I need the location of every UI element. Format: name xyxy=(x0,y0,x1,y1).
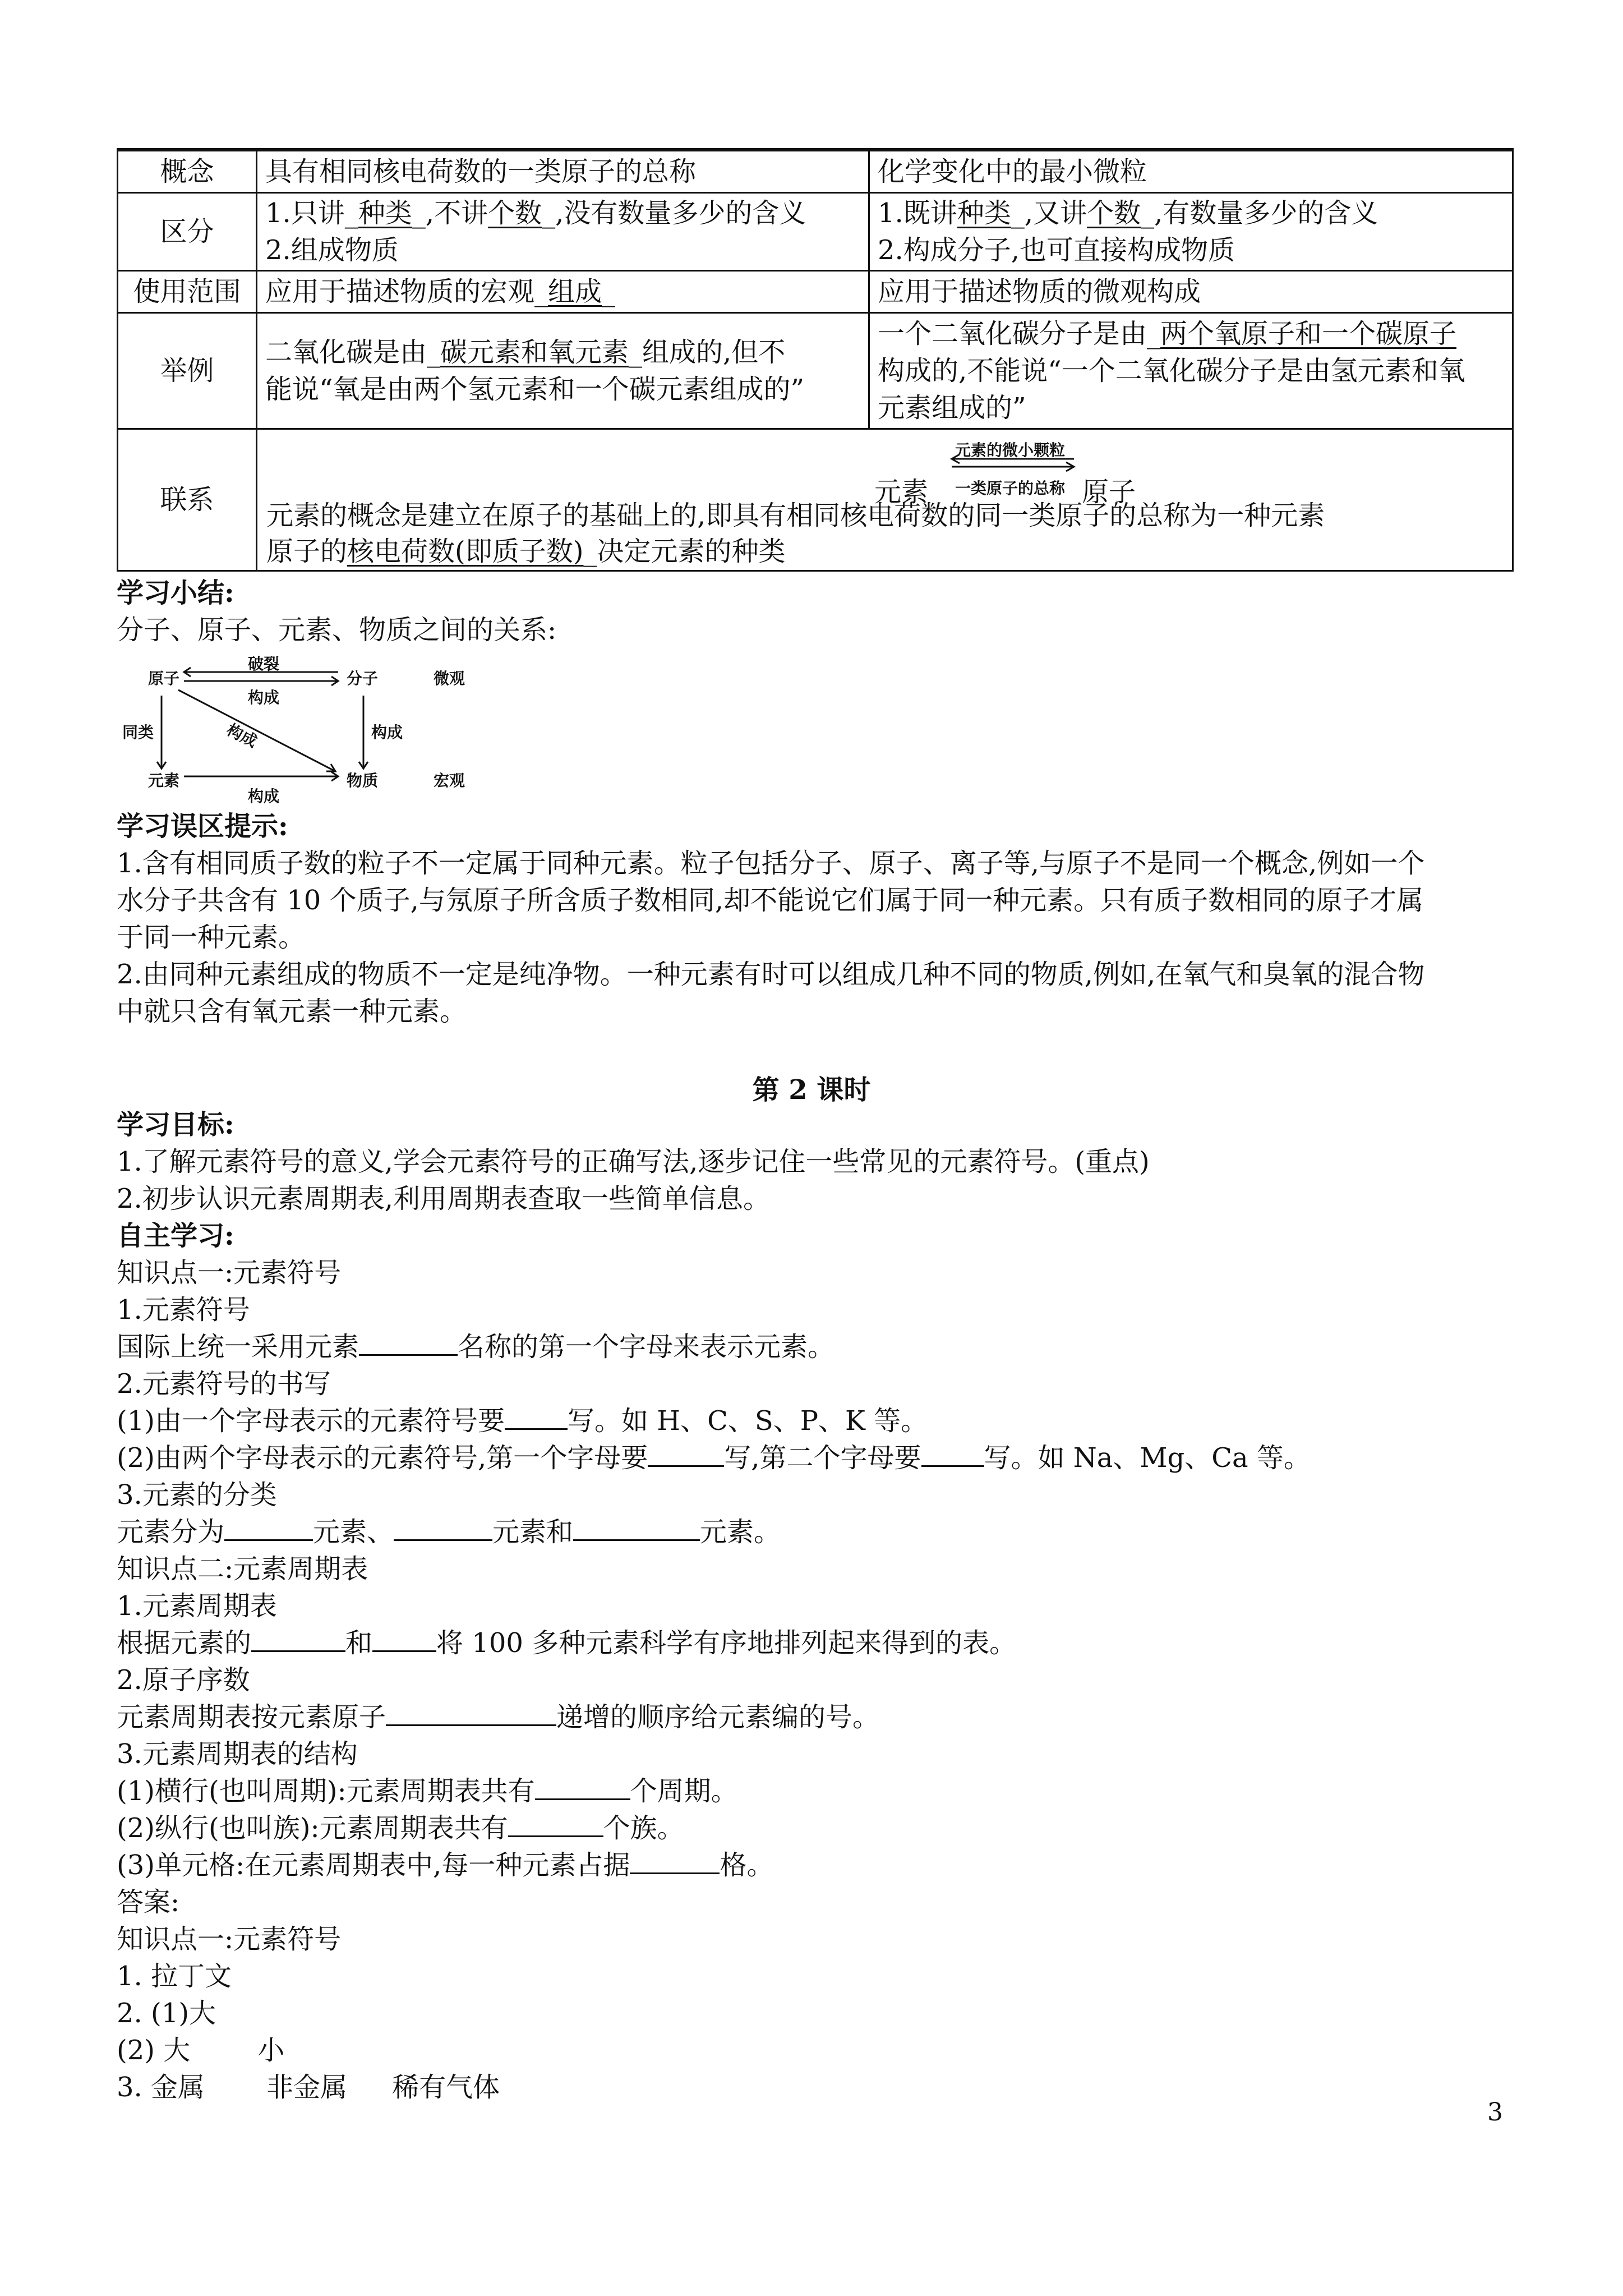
cell-atom-distinguish xyxy=(869,193,1513,271)
text: 名称的第一个字母来表示元素。 xyxy=(458,1331,835,1363)
pitfalls-heading: 学习误区提示: xyxy=(117,811,288,842)
arrow-label-top: 元素的微小颗粒 xyxy=(955,441,1066,459)
text: (2)由两个字母表示的元素符号,第一个字母要 xyxy=(117,1442,648,1474)
arrow-label-bottom: 一类原子的总称 xyxy=(955,479,1066,498)
relation-line-2 xyxy=(266,533,786,570)
text: 元素和 xyxy=(492,1516,574,1548)
goal-1: 1.了解元素符号的意义,学会元素符号的正确写法,逐步记住一些常见的元素符号。(重点) xyxy=(117,1146,1150,1177)
pitfall-2-line-2: 中就只含有氧元素一种元素。 xyxy=(117,996,467,1027)
fill-blank xyxy=(648,1441,724,1467)
table-row-scope xyxy=(118,271,1513,313)
text: (1)由一个字母表示的元素符号要 xyxy=(117,1405,505,1437)
diagram-element: 元素 xyxy=(148,771,180,790)
text: 格。 xyxy=(720,1849,774,1881)
text: (1)横行(也叫周期):元素周期表共有 xyxy=(117,1775,535,1807)
cell-element-distinguish xyxy=(257,193,869,271)
text: 将 100 多种元素科学有序地排列起来得到的表。 xyxy=(436,1627,1017,1659)
text: 稀有气体 xyxy=(392,2072,500,2103)
fill-blank xyxy=(630,1848,720,1874)
relationship-diagram xyxy=(117,651,481,806)
text: _,有数量多少的含义 xyxy=(1141,197,1378,229)
text: 和 xyxy=(345,1627,373,1659)
kp2-item-3-q1 xyxy=(117,1773,738,1810)
kp1-item-3: 3.元素的分类 xyxy=(117,1479,277,1511)
text: 元素周期表按元素原子 xyxy=(117,1701,386,1733)
text: _,不讲 xyxy=(412,197,488,229)
text: 1.只讲_ xyxy=(265,197,358,229)
answer-text: 碳元素和氧元素 xyxy=(440,337,629,368)
text: (2)纵行(也叫族):元素周期表共有 xyxy=(117,1812,508,1844)
text: 递增的顺序给元素编的号。 xyxy=(556,1701,880,1733)
text: _决定元素的种类 xyxy=(583,536,786,567)
kp1-item-2-q2 xyxy=(117,1439,1311,1476)
pitfall-1-line-1: 1.含有相同质子数的粒子不一定属于同种元素。粒子包括分子、原子、离子等,与原子不是同一个概念,例如一个 xyxy=(117,848,1425,879)
element-atom-comparison-table xyxy=(117,148,1514,572)
fill-blank xyxy=(921,1441,984,1467)
relation-atom-word: 原子 xyxy=(1082,476,1136,508)
table-row-distinguish xyxy=(118,193,1513,271)
self-study-heading: 自主学习: xyxy=(117,1220,234,1251)
lesson-2-title: 第 2 课时 xyxy=(752,1074,871,1106)
cell-element-concept: 具有相同核电荷数的一类原子的总称 xyxy=(257,150,869,193)
diagram-compose-bottom: 构成 xyxy=(248,787,280,806)
answers-heading: 答案: xyxy=(117,1887,180,1918)
answer-2: 2. (1)大 xyxy=(117,1998,216,2029)
kp1-item-2: 2.元素符号的书写 xyxy=(117,1368,331,1400)
kp2-item-1-question xyxy=(117,1625,1016,1662)
answer-text: 两个氧原子和一个碳原子 xyxy=(1160,318,1457,349)
pitfall-1-line-2: 水分子共含有 10 个质子,与氖原子所含质子数相同,却不能说它们属于同一种元素。只有质子数相同的原子才属 xyxy=(117,885,1424,916)
answer-text: 组成 xyxy=(548,276,602,307)
text: 元素、 xyxy=(313,1516,394,1548)
text: 写。如 Na、Mg、Ca 等。 xyxy=(984,1442,1311,1474)
relation-line-1: 元素的概念是建立在原子的基础上的,即具有相同核电荷数的同一类原子的总称为一种元素 xyxy=(266,500,1325,531)
summary-heading: 学习小结: xyxy=(117,577,234,609)
kp1-item-2-q1 xyxy=(117,1402,928,1439)
diagram-macro: 宏观 xyxy=(434,771,465,790)
kp2-item-3-q3 xyxy=(117,1847,773,1884)
text: 非金属 xyxy=(266,2072,348,2103)
answer-3 xyxy=(117,2032,284,2069)
text: 写,第二个字母要 xyxy=(724,1442,921,1474)
pitfall-2-line-1: 2.由同种元素组成的物质不一定是纯净物。一种元素有时可以组成几种不同的物质,例如,在氧气和臭氧的混合物 xyxy=(117,959,1425,990)
answer-text: 种类 xyxy=(358,197,412,229)
fill-blank xyxy=(508,1811,603,1837)
diagram-micro: 微观 xyxy=(434,669,465,688)
fill-blank xyxy=(573,1515,700,1541)
diagram-molecule: 分子 xyxy=(347,669,379,688)
text: 构成的,不能说“一个二氧化碳分子是由氢元素和氧 xyxy=(878,355,1465,386)
text: 一个二氧化碳分子是由_ xyxy=(878,318,1161,349)
text: 3. 金属 xyxy=(117,2072,205,2103)
kp1-item-1: 1.元素符号 xyxy=(117,1294,250,1326)
cell-atom-example xyxy=(869,313,1513,429)
text: 个族。 xyxy=(603,1812,684,1844)
cell-element-scope xyxy=(257,271,869,313)
text: 元素。 xyxy=(700,1516,781,1548)
text: 写。如 H、C、S、P、K 等。 xyxy=(568,1405,928,1437)
page-number: 3 xyxy=(1487,2098,1503,2127)
text: 应用于描述物质的宏观_ xyxy=(265,276,548,307)
goals-heading: 学习目标: xyxy=(117,1109,234,1140)
kp1-item-1-question xyxy=(117,1328,834,1365)
goal-2: 2.初步认识元素周期表,利用周期表查取一些简单信息。 xyxy=(117,1183,771,1214)
text: _,没有数量多少的含义 xyxy=(542,197,806,229)
fill-blank xyxy=(386,1700,556,1726)
answer-text: 种类 xyxy=(957,197,1011,229)
text: 国际上统一采用元素 xyxy=(117,1331,359,1363)
diagram-atom: 原子 xyxy=(148,669,180,688)
fill-blank xyxy=(359,1329,458,1356)
kp2-item-1: 1.元素周期表 xyxy=(117,1590,277,1622)
text: (2) 大 xyxy=(117,2035,191,2066)
text: 2.构成分子,也可直接构成物质 xyxy=(878,234,1235,266)
text: 二氧化碳是由_ xyxy=(265,337,441,368)
diagram-compose-top: 构成 xyxy=(248,688,280,707)
kp2-item-3: 3.元素周期表的结构 xyxy=(117,1738,358,1770)
text: 个周期。 xyxy=(630,1775,738,1807)
table-row-relation xyxy=(118,429,1513,571)
fill-blank xyxy=(251,1626,345,1652)
fill-blank xyxy=(372,1626,436,1652)
cell-element-example xyxy=(257,313,869,429)
diagram-same-kind: 同类 xyxy=(122,723,154,742)
diagram-compose-right: 构成 xyxy=(371,723,403,742)
fill-blank xyxy=(224,1515,313,1541)
answer-1: 1. 拉丁文 xyxy=(117,1961,232,1992)
fill-blank xyxy=(394,1515,492,1541)
diagram-split: 破裂 xyxy=(248,655,280,673)
answer-text: 个数 xyxy=(488,197,542,229)
text: _组成的,但不 xyxy=(629,337,786,368)
kp2-item-2-question xyxy=(117,1699,879,1736)
text: 能说“氧是由两个氢元素和一个碳元素组成的” xyxy=(265,374,805,405)
diagram-substance: 物质 xyxy=(347,771,379,790)
row-header-distinguish: 区分 xyxy=(118,193,257,271)
text: 根据元素的 xyxy=(117,1627,252,1659)
text: _,又讲 xyxy=(1011,197,1087,229)
row-header-relation: 联系 xyxy=(118,429,257,571)
relation-element-word: 元素 xyxy=(874,476,929,508)
answers-kp1: 知识点一:元素符号 xyxy=(117,1924,342,1955)
text: 原子的 xyxy=(266,536,348,567)
row-header-scope: 使用范围 xyxy=(118,271,257,313)
text: _ xyxy=(602,276,616,307)
text: 元素组成的” xyxy=(878,392,1026,424)
answer-4 xyxy=(117,2069,500,2106)
kp1-item-3-question xyxy=(117,1513,781,1550)
cell-atom-scope: 应用于描述物质的微观构成 xyxy=(869,271,1513,313)
cell-relation xyxy=(257,429,1513,571)
text: 小 xyxy=(257,2035,285,2066)
fill-blank xyxy=(505,1404,568,1430)
table-row-concept xyxy=(118,150,1513,193)
text: 元素分为 xyxy=(117,1516,225,1548)
answer-text: 个数 xyxy=(1087,197,1141,229)
text: 2.组成物质 xyxy=(265,234,399,266)
kp2-item-2: 2.原子序数 xyxy=(117,1664,250,1696)
row-header-example: 举例 xyxy=(118,313,257,429)
cell-atom-concept: 化学变化中的最小微粒 xyxy=(869,150,1513,193)
knowledge-point-2: 知识点二:元素周期表 xyxy=(117,1553,368,1585)
answer-text: 核电荷数(即质子数) xyxy=(347,536,584,567)
pitfall-1-line-3: 于同一种元素。 xyxy=(117,922,306,953)
diagram-compose-diag: 构成 xyxy=(223,720,260,751)
text: (3)单元格:在元素周期表中,每一种元素占据 xyxy=(117,1849,630,1881)
summary-intro: 分子、原子、元素、物质之间的关系: xyxy=(117,614,557,646)
fill-blank xyxy=(535,1774,630,1800)
kp2-item-3-q2 xyxy=(117,1810,684,1847)
table-row-example xyxy=(118,313,1513,429)
knowledge-point-1: 知识点一:元素符号 xyxy=(117,1257,342,1289)
text: 1.既讲 xyxy=(878,197,957,229)
row-header-concept: 概念 xyxy=(118,150,257,193)
